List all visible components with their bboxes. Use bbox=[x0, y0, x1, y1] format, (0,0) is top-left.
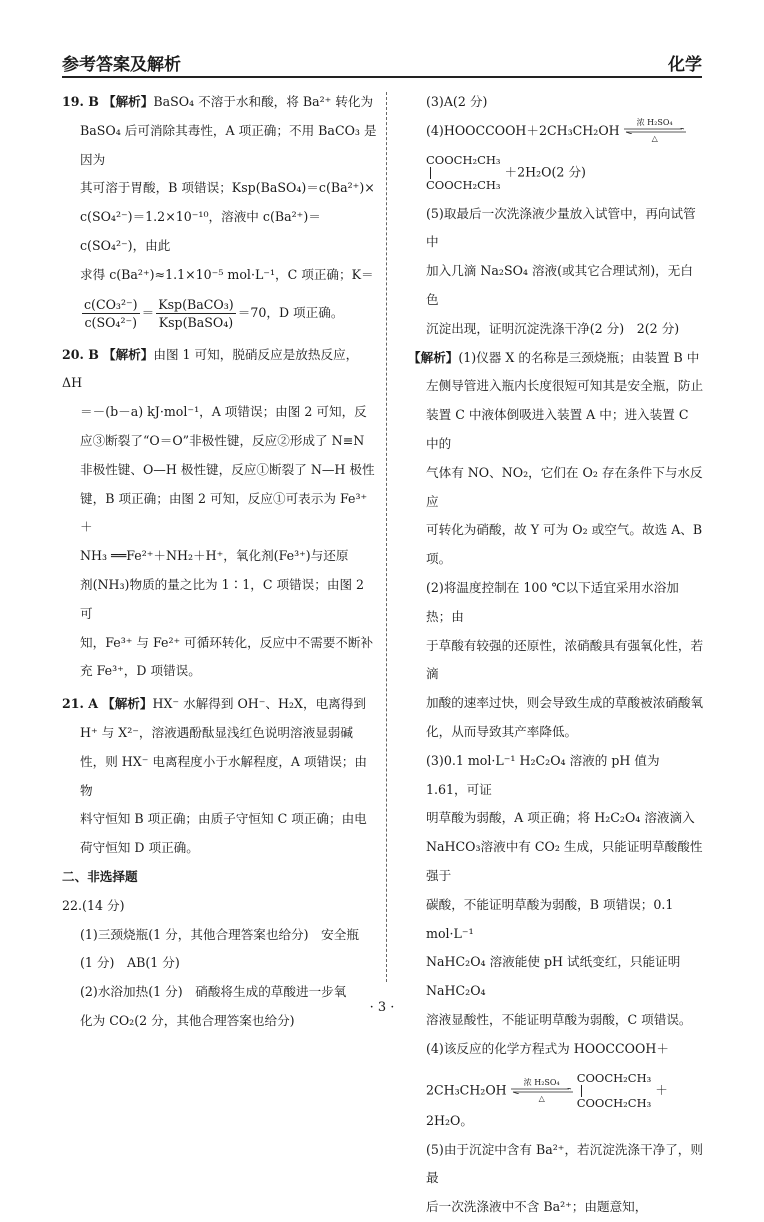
header-subject: 化学 bbox=[668, 55, 702, 75]
explanation-line-16: (4)该反应的化学方程式为 HOOCCOOH＋ bbox=[426, 1040, 669, 1056]
explanation-line-12: NaHCO₃溶液中有 CO₂ 生成，只能证明草酸酸性强于 bbox=[426, 839, 703, 883]
q19-tag: 【解析】 bbox=[102, 94, 154, 109]
explanation-line-8: 加酸的速率过快，则会导致生成的草酸被浓硝酸氧 bbox=[426, 695, 704, 711]
q20-line-4: 非极性键、O—H 极性键，反应①断裂了 N—H 极性 bbox=[80, 461, 375, 477]
reaction-arrow-2 bbox=[511, 1077, 573, 1103]
q22-heading: 22.(14 分) bbox=[62, 897, 125, 913]
reaction-arrow bbox=[624, 120, 686, 142]
explanation-line-7: 于草酸有较强的还原性，浓硝酸具有强氧化性，若滴 bbox=[426, 637, 704, 682]
q19-line-2: BaSO₄ 后可消除其毒性，A 项正确；不用 BaCO₃ 是因为 bbox=[80, 122, 377, 167]
heat-label-2: △ bbox=[538, 1093, 545, 1103]
q20-line-2: ＝－(b－a) kJ·mol⁻¹，A 项错误；由图 2 可知，反 bbox=[80, 404, 367, 420]
left-column bbox=[62, 88, 378, 1036]
explanation-line-15: 溶液显酸性，不能证明草酸为弱酸，C 项错误。 bbox=[426, 1011, 692, 1027]
column-divider bbox=[386, 92, 387, 982]
q22-answer-5b: 加入几滴 Na₂SO₄ 溶液(或其它合理试剂)，无白色 bbox=[426, 263, 693, 307]
explanation-line-13: 碳酸，不能证明草酸为弱酸，B 项错误；0.1 mol·L⁻¹ bbox=[426, 896, 674, 941]
q22-answer-5: (5)取最后一次洗涤液少量放入试管中，再向试管中 bbox=[426, 205, 696, 250]
q21-line-1: 21. A 【解析】HX⁻ 水解得到 OH⁻、H₂X，电离得到 bbox=[62, 696, 366, 712]
q20-line-9: 充 Fe³⁺，D 项错误。 bbox=[80, 663, 201, 679]
right-column bbox=[408, 88, 704, 1222]
q19-fraction-line: $\frac{\text{c(CO₃²⁻)}}{\text{c(SO₄²⁻)}}$ ＝ $\frac{\text{Ksp(BaCO₃)}}{\text{Ksp(BaSO₄)}}$ ＝70，D 项正确。 bbox=[84, 296, 344, 330]
q22-answer-2: (2)水浴加热(1 分) 硝酸将生成的草酸进一步氧 bbox=[80, 984, 347, 1000]
header-title: 参考答案及解析 bbox=[62, 55, 181, 75]
q20-line-8: 知，Fe³⁺ 与 Fe²⁺ 可循环转化，反应中不需要不断补 bbox=[80, 634, 374, 650]
explanation-line-3: 装置 C 中液体倒吸进入装置 A 中；进入装置 C 中的 bbox=[426, 407, 689, 451]
explanation-line-5: 可转化为硝酸，故 Y 可为 O₂ 或空气。故选 A、B 项。 bbox=[426, 522, 703, 567]
diethyl-oxalate-structure-2: COOCH₂CH₃ COOCH₂CH₃ bbox=[576, 1070, 652, 1110]
q20-line-1: 20. B 【解析】由图 1 可知，脱硝反应是放热反应，ΔH bbox=[62, 346, 359, 391]
page-header bbox=[62, 46, 702, 78]
explanation-line-6: (2)将温度控制在 100 ℃以下适宜采用水浴加热；由 bbox=[426, 579, 679, 624]
q20-line-6: NH₃ ══Fe²⁺＋NH₂＋H⁺，氧化剂(Fe³⁺)与还原 bbox=[80, 548, 349, 564]
q22-answer-5c: 沉淀出现，证明沉淀洗涤干净(2 分) 2(2 分) bbox=[426, 320, 680, 336]
q22-answer-3: (3)A(2 分) bbox=[426, 94, 488, 109]
explanation-tag: 【解析】 bbox=[408, 349, 459, 365]
q21-line-2: H⁺ 与 X²⁻，溶液遇酚酞显浅红色说明溶液显弱碱 bbox=[80, 724, 353, 740]
q21-answer: 21. A bbox=[62, 696, 99, 712]
q19-line-1: 19. B 【解析】BaSO₄ 不溶于水和酸，将 Ba²⁺ 转化为 bbox=[62, 94, 374, 109]
explanation-line-18: 后一次洗涤液中不含 Ba²⁺；由题意知， bbox=[426, 1199, 648, 1215]
explanation-line-2: 左侧导管进入瓶内长度很短可知其是安全瓶，防止 bbox=[426, 378, 704, 394]
heat-label: △ bbox=[651, 134, 658, 144]
diethyl-oxalate-structure: COOCH₂CH₃ COOCH₂CH₃ bbox=[426, 152, 501, 192]
q22-answer-1: (1)三颈烧瓶(1 分，其他合理答案也给分) 安全瓶 bbox=[80, 926, 359, 942]
explanation-line-1: 【解析】(1)仪器 X 的名称是三颈烧瓶；由装置 B 中 bbox=[408, 349, 700, 365]
explanation-line-14: NaHC₂O₄ 溶液能使 pH 试纸变红，只能证明 NaHC₂O₄ bbox=[426, 954, 681, 999]
explanation-line-11: 明草酸为弱酸，A 项正确；将 H₂C₂O₄ 溶液滴入 bbox=[426, 810, 695, 826]
explanation-line-10: (3)0.1 mol·L⁻¹ H₂C₂O₄ 溶液的 pH 值为 1.61，可证 bbox=[426, 752, 660, 797]
q21-tag: 【解析】 bbox=[102, 696, 153, 712]
q22-answer-4: (4)HOOCCOOH＋2CH₃CH₂OH 浓 H₂SO₄ △ bbox=[408, 117, 704, 146]
q20-tag: 【解析】 bbox=[102, 346, 154, 362]
explanation-equation: 2CH₃CH₂OH 浓 H₂SO₄ △ COOCH₂CH₃ COOCH₂CH₃ ＋2H₂O。 bbox=[426, 1070, 668, 1128]
q19-line-4: c(SO₄²⁻)＝1.2×10⁻¹⁰，溶液中 c(Ba²⁺)＝c(SO₄²⁻)，由此 bbox=[80, 209, 321, 253]
q19-line-5: 求得 c(Ba²⁺)≈1.1×10⁻⁵ mol·L⁻¹，C 项正确；K＝ bbox=[80, 266, 374, 282]
q22-answer-2b: 化为 CO₂(2 分，其他合理答案也给分) bbox=[80, 1012, 295, 1028]
ester-product-line: COOCH₂CH₃ COOCH₂CH₃ ＋2H₂O(2 分) bbox=[426, 152, 586, 192]
explanation-line-9: 化，从而导致其产率降低。 bbox=[426, 723, 578, 739]
explanation-line-17: (5)由于沉淀中含有 Ba²⁺，若沉淀洗涤干净了，则最 bbox=[426, 1141, 703, 1186]
q20-line-5: 键，B 项正确；由图 2 可知，反应①可表示为 Fe³⁺＋ bbox=[80, 490, 368, 535]
section-heading-nonchoice: 二、非选择题 bbox=[62, 868, 138, 884]
q22-answer-1b: (1 分) AB(1 分) bbox=[80, 955, 180, 971]
q21-line-4: 料守恒知 B 项正确；由质子守恒知 C 项正确；由电 bbox=[80, 811, 367, 827]
q21-line-3: 性，则 HX⁻ 电离程度小于水解程度，A 项错误；由物 bbox=[80, 753, 367, 798]
q20-line-3: 应③断裂了“O＝O”非极性键，反应②形成了 N≡N bbox=[80, 432, 365, 448]
page-number: · 3 · bbox=[369, 1000, 395, 1015]
q19-answer: 19. B bbox=[62, 94, 99, 109]
fraction-ksp: $\frac{\text{Ksp(BaCO₃)}}{\text{Ksp(BaSO₄)}}$ bbox=[158, 296, 234, 330]
catalyst-label: 浓 H₂SO₄ bbox=[636, 118, 673, 128]
catalyst-label-2: 浓 H₂SO₄ bbox=[523, 1077, 560, 1087]
fraction-concentration: $\frac{\text{c(CO₃²⁻)}}{\text{c(SO₄²⁻)}}$ bbox=[84, 296, 138, 330]
q19-line-3: 其可溶于胃酸，B 项错误；Ksp(BaSO₄)＝c(Ba²⁺)× bbox=[80, 180, 375, 196]
q20-answer: 20. B bbox=[62, 346, 99, 362]
explanation-line-4: 气体有 NO、NO₂，它们在 O₂ 存在条件下与水反应 bbox=[426, 464, 703, 509]
q21-line-5: 荷守恒知 D 项正确。 bbox=[80, 840, 199, 856]
q20-line-7: 剂(NH₃)物质的量之比为 1∶1，C 项错误；由图 2 可 bbox=[80, 576, 365, 621]
